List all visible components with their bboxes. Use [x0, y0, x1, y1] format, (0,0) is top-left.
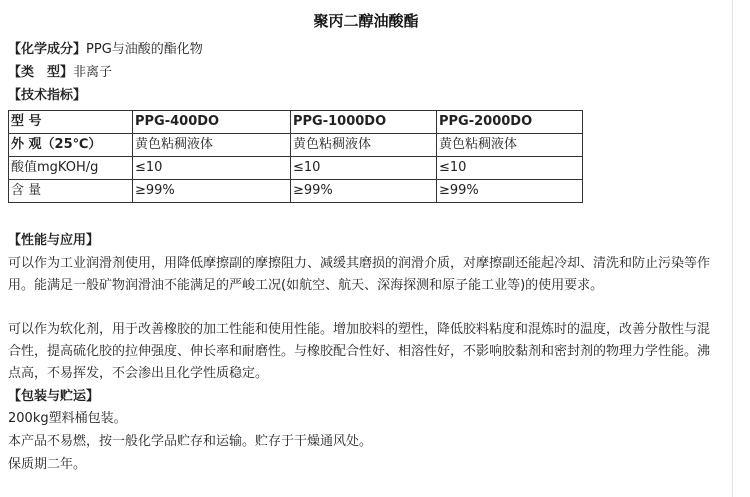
table-cell: 外 观（25℃） [9, 134, 133, 157]
table-cell: ≤10 [437, 157, 583, 180]
table-cell: 黄色粘稠液体 [291, 134, 437, 157]
page-title: 聚丙二醇油酸酯 [313, 12, 419, 30]
table-cell: ≥99% [291, 180, 437, 203]
type-value: 非离子 [73, 65, 113, 80]
table-cell: ≤10 [291, 157, 437, 180]
performance-paragraph-2: 可以作为软化剂，用于改善橡胶的加工性能和使用性能。增加胶料的塑性，降低胶料粘度和混炼时的温度，改善分散性与混合性，提高硫化胶的拉伸强度、伸长率和耐磨性。与橡胶配合性好、相溶性好，不影响胶黏剂和密封剂的物理力学性能。沸点高，不易挥发，不会渗出且化学性质稳定。 [8, 322, 711, 381]
spec-table [8, 110, 583, 203]
table-header-cell: PPG-1000DO [291, 111, 437, 134]
page-border [732, 0, 733, 497]
packaging-line: 200kg塑料桶包装。 [8, 411, 127, 426]
composition-line [8, 40, 203, 60]
packaging-heading: 【包装与贮运】 [8, 389, 100, 404]
table-cell: 黄色粘稠液体 [437, 134, 583, 157]
table-cell: ≤10 [133, 157, 291, 180]
table-row [9, 180, 583, 203]
table-cell: ≥99% [437, 180, 583, 203]
spec-heading: 【技术指标】 [8, 88, 87, 103]
composition-label: 【化学成分】 [8, 42, 87, 57]
table-cell: 酸值mgKOH/g [9, 157, 133, 180]
table-header-row [9, 111, 583, 134]
storage-line: 本产品不易燃，按一般化学品贮存和运输。贮存于干燥通风处。 [8, 434, 373, 449]
table-cell: 黄色粘稠液体 [133, 134, 291, 157]
shelf-life-line: 保质期二年。 [8, 457, 87, 472]
composition-value: PPG与油酸的酯化物 [86, 42, 203, 57]
type-label: 【类 型】 [8, 65, 74, 80]
performance-paragraph-1: 可以作为工业润滑剂使用，用降低摩擦副的摩擦阻力、减缓其磨损的润滑介质，对摩擦副还能起冷却、清洗和防止污染等作用。能满足一般矿物润滑油不能满足的严峻工况(如航空、航天、深海探测和原子能工业等)的使用要求。 [8, 256, 711, 293]
table-row [9, 134, 583, 157]
type-line [8, 63, 112, 83]
table-header-cell: PPG-2000DO [437, 111, 583, 134]
table-row [9, 157, 583, 180]
table-cell: 含 量 [9, 180, 133, 203]
performance-heading: 【性能与应用】 [8, 233, 100, 248]
table-cell: ≥99% [133, 180, 291, 203]
table-header-cell: PPG-400DO [133, 111, 291, 134]
table-header-cell: 型 号 [9, 111, 133, 134]
